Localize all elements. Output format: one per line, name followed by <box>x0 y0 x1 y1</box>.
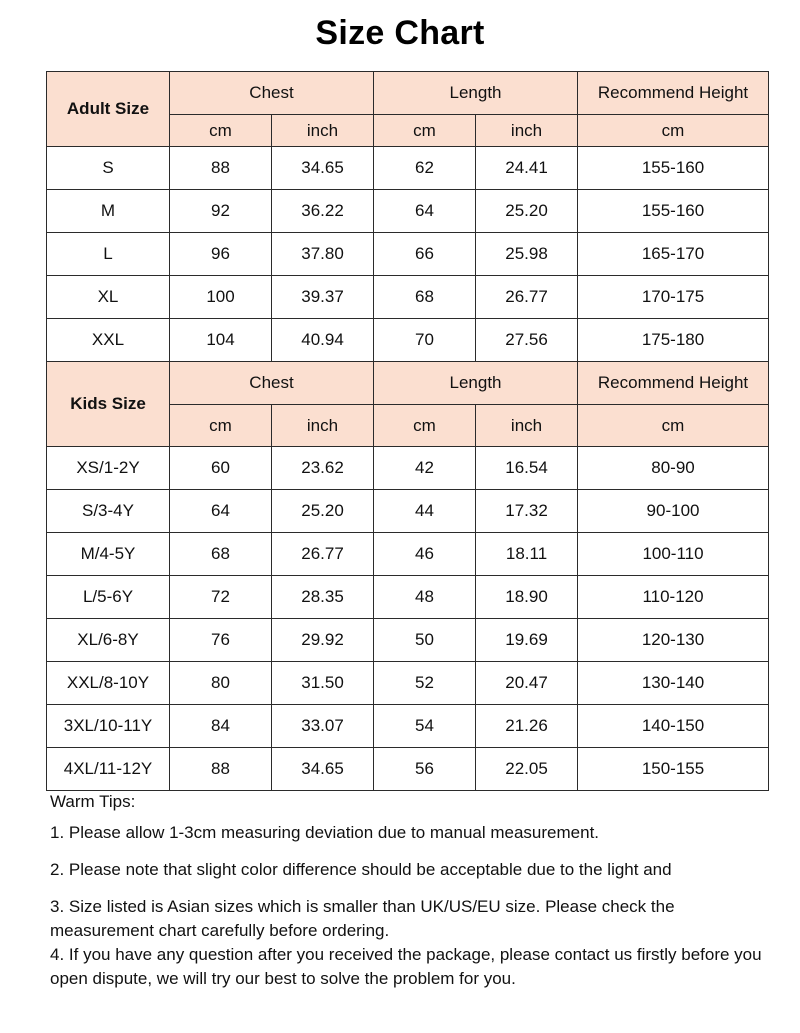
table-row <box>47 705 769 748</box>
table-row <box>47 447 769 490</box>
page-title: Size Chart <box>315 14 485 52</box>
length-cm-cell: 46 <box>374 533 476 576</box>
size-cell: 3XL/10-11Y <box>47 705 170 748</box>
chest-cm-cell: 80 <box>170 662 272 705</box>
kids-section <box>47 362 769 791</box>
unit-inch: inch <box>476 115 578 147</box>
length-inch-cell: 27.56 <box>476 319 578 362</box>
height-cell: 170-175 <box>578 276 769 319</box>
unit-cm: cm <box>374 115 476 147</box>
length-cm-cell: 64 <box>374 190 476 233</box>
size-cell: S <box>47 147 170 190</box>
tip-item: 2. Please note that slight color difference should be acceptable due to the light and <box>50 860 672 879</box>
length-inch-cell: 19.69 <box>476 619 578 662</box>
size-cell: L <box>47 233 170 276</box>
adult-height-header: Recommend Height <box>578 72 769 115</box>
length-inch-cell: 25.20 <box>476 190 578 233</box>
tip-item: 1. Please allow 1-3cm measuring deviation due to manual measurement. <box>50 823 600 842</box>
chest-inch-cell: 25.20 <box>272 490 374 533</box>
length-cm-cell: 56 <box>374 748 476 791</box>
chest-inch-cell: 37.80 <box>272 233 374 276</box>
length-cm-cell: 66 <box>374 233 476 276</box>
height-cell: 100-110 <box>578 533 769 576</box>
length-inch-cell: 18.90 <box>476 576 578 619</box>
size-cell: S/3-4Y <box>47 490 170 533</box>
height-cell: 165-170 <box>578 233 769 276</box>
chest-cm-cell: 104 <box>170 319 272 362</box>
size-cell: L/5-6Y <box>47 576 170 619</box>
tip-item: 4. If you have any question after you received the package, please contact us firstly before you open dispute, we will try our best to solve the problem for you. <box>50 945 762 988</box>
tip-item: 3. Size listed is Asian sizes which is smaller than UK/US/EU size. Please check the measurement chart carefully before ordering. <box>50 897 675 940</box>
kids-header-row <box>47 362 769 405</box>
table-row <box>47 190 769 233</box>
height-cell: 120-130 <box>578 619 769 662</box>
length-inch-cell: 18.11 <box>476 533 578 576</box>
height-cell: 130-140 <box>578 662 769 705</box>
size-cell: XXL/8-10Y <box>47 662 170 705</box>
length-cm-cell: 52 <box>374 662 476 705</box>
table-row <box>47 147 769 190</box>
kids-chest-header: Chest <box>170 362 374 405</box>
height-cell: 140-150 <box>578 705 769 748</box>
length-inch-cell: 20.47 <box>476 662 578 705</box>
warm-tips <box>50 790 775 991</box>
chest-inch-cell: 39.37 <box>272 276 374 319</box>
length-inch-cell: 16.54 <box>476 447 578 490</box>
chest-inch-cell: 34.65 <box>272 748 374 791</box>
length-inch-cell: 22.05 <box>476 748 578 791</box>
unit-cm: cm <box>170 115 272 147</box>
adult-size-label: Adult Size <box>47 72 170 147</box>
length-cm-cell: 70 <box>374 319 476 362</box>
height-cell: 155-160 <box>578 147 769 190</box>
size-cell: 4XL/11-12Y <box>47 748 170 791</box>
table-row <box>47 276 769 319</box>
length-cm-cell: 48 <box>374 576 476 619</box>
chest-cm-cell: 96 <box>170 233 272 276</box>
height-cell: 90-100 <box>578 490 769 533</box>
chest-cm-cell: 76 <box>170 619 272 662</box>
size-cell: XL/6-8Y <box>47 619 170 662</box>
table-row <box>47 748 769 791</box>
size-chart-table <box>46 71 769 791</box>
length-inch-cell: 24.41 <box>476 147 578 190</box>
length-inch-cell: 26.77 <box>476 276 578 319</box>
chest-cm-cell: 64 <box>170 490 272 533</box>
kids-height-header: Recommend Height <box>578 362 769 405</box>
length-cm-cell: 62 <box>374 147 476 190</box>
length-inch-cell: 17.32 <box>476 490 578 533</box>
height-cell: 110-120 <box>578 576 769 619</box>
length-cm-cell: 68 <box>374 276 476 319</box>
unit-cm: cm <box>170 405 272 447</box>
chest-inch-cell: 40.94 <box>272 319 374 362</box>
chest-inch-cell: 29.92 <box>272 619 374 662</box>
size-cell: M <box>47 190 170 233</box>
height-cell: 80-90 <box>578 447 769 490</box>
kids-size-label: Kids Size <box>47 362 170 447</box>
chest-inch-cell: 26.77 <box>272 533 374 576</box>
chest-cm-cell: 92 <box>170 190 272 233</box>
height-cell: 175-180 <box>578 319 769 362</box>
table-row <box>47 662 769 705</box>
table-row <box>47 533 769 576</box>
chest-cm-cell: 68 <box>170 533 272 576</box>
size-cell: XS/1-2Y <box>47 447 170 490</box>
table-row <box>47 490 769 533</box>
chest-cm-cell: 84 <box>170 705 272 748</box>
length-inch-cell: 25.98 <box>476 233 578 276</box>
table-row <box>47 233 769 276</box>
chest-inch-cell: 33.07 <box>272 705 374 748</box>
chest-inch-cell: 36.22 <box>272 190 374 233</box>
adult-section <box>47 72 769 362</box>
length-cm-cell: 42 <box>374 447 476 490</box>
unit-cm: cm <box>374 405 476 447</box>
chest-cm-cell: 88 <box>170 748 272 791</box>
adult-length-header: Length <box>374 72 578 115</box>
table-row <box>47 319 769 362</box>
chest-cm-cell: 72 <box>170 576 272 619</box>
unit-cm: cm <box>578 115 769 147</box>
height-cell: 155-160 <box>578 190 769 233</box>
unit-inch: inch <box>272 115 374 147</box>
chest-cm-cell: 88 <box>170 147 272 190</box>
table-row <box>47 619 769 662</box>
unit-inch: inch <box>476 405 578 447</box>
length-cm-cell: 44 <box>374 490 476 533</box>
chest-inch-cell: 28.35 <box>272 576 374 619</box>
chest-inch-cell: 23.62 <box>272 447 374 490</box>
unit-cm: cm <box>578 405 769 447</box>
chest-inch-cell: 31.50 <box>272 662 374 705</box>
size-cell: M/4-5Y <box>47 533 170 576</box>
chest-inch-cell: 34.65 <box>272 147 374 190</box>
length-inch-cell: 21.26 <box>476 705 578 748</box>
height-cell: 150-155 <box>578 748 769 791</box>
adult-header-row <box>47 72 769 115</box>
warm-tips-label: Warm Tips: <box>50 792 136 811</box>
chest-cm-cell: 60 <box>170 447 272 490</box>
size-cell: XL <box>47 276 170 319</box>
adult-chest-header: Chest <box>170 72 374 115</box>
unit-inch: inch <box>272 405 374 447</box>
table-row <box>47 576 769 619</box>
length-cm-cell: 54 <box>374 705 476 748</box>
chest-cm-cell: 100 <box>170 276 272 319</box>
size-cell: XXL <box>47 319 170 362</box>
kids-length-header: Length <box>374 362 578 405</box>
length-cm-cell: 50 <box>374 619 476 662</box>
